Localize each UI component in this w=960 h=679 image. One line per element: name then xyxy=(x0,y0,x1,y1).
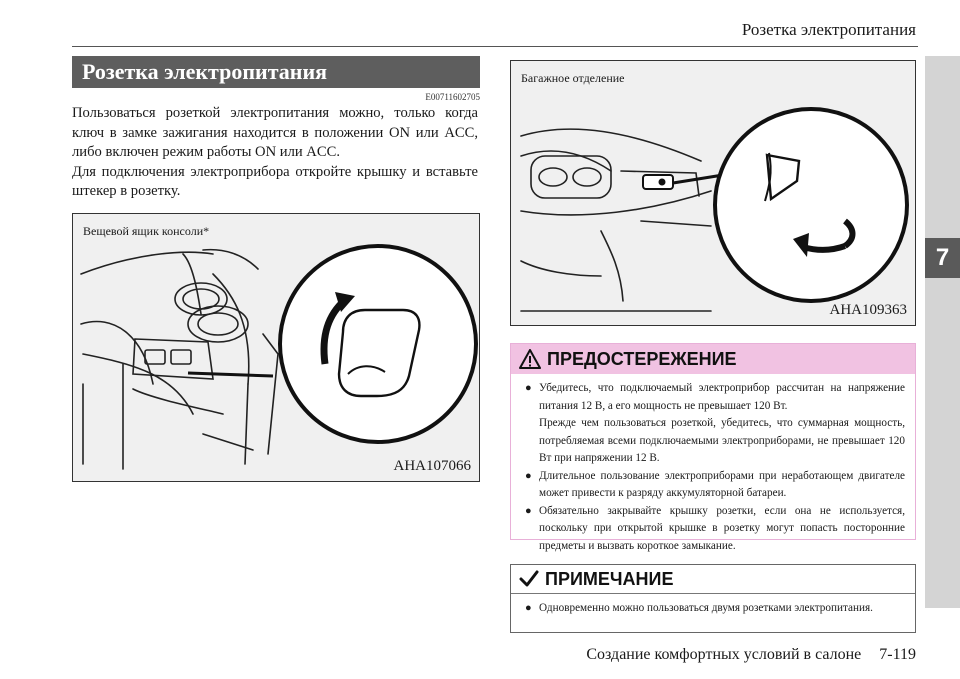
figure-caption: Багажное отделение xyxy=(521,71,625,85)
note-header xyxy=(511,565,915,594)
list-item xyxy=(525,380,905,468)
console-socket-illustration xyxy=(73,214,479,481)
note-list xyxy=(511,594,915,618)
caution-item-text: Длительное пользование электроприборами при неработающем двигателе может привести к разряду аккумуляторной батареи. xyxy=(539,469,905,499)
note-box xyxy=(510,564,916,633)
figure-id: AHA107066 xyxy=(393,458,471,474)
figure-caption: Вещевой ящик консоли* xyxy=(83,224,210,238)
figure-console-box xyxy=(72,213,480,482)
caution-title: ПРЕДОСТЕРЕЖЕНИЕ xyxy=(547,348,737,369)
figure-luggage-compartment xyxy=(510,60,916,326)
note-item-text: Одновременно можно пользоваться двумя розетками электропитания. xyxy=(539,602,873,614)
warning-triangle-icon xyxy=(519,349,541,369)
section-title: Розетка электропитания xyxy=(72,56,480,88)
bullet-icon: ● xyxy=(525,602,532,614)
footer-chapter-title: Создание комфортных условий в салоне xyxy=(586,646,862,663)
list-item xyxy=(525,468,905,503)
checkmark-icon xyxy=(519,570,539,588)
caution-item-subtext: Прежде чем пользоваться розеткой, убедитесь, что суммарная мощность, потребляемая всеми подключаемыми электроприборами, не превышает 120 Вт при напряжении 12 В. xyxy=(539,417,905,464)
header-rule xyxy=(72,46,918,47)
chapter-side-tab xyxy=(925,56,960,608)
caution-item-text: Убедитесь, что подключаемый электроприбор рассчитан на напряжение питания 12 В, а его мощность не превышает 120 Вт. xyxy=(539,382,905,412)
caution-item-text: Обязательно закрывайте крышку розетки, если она не используется, поскольку при открытой крышке в розетку могут попасть посторонние предметы и вызвать короткое замыкание. xyxy=(539,504,905,552)
section-code: E00711602705 xyxy=(425,92,480,102)
running-head-title: Розетка электропитания xyxy=(741,20,916,39)
section-body xyxy=(72,104,478,202)
luggage-socket-illustration xyxy=(511,61,915,325)
caution-list xyxy=(511,374,915,555)
list-item xyxy=(525,503,905,556)
body-paragraph: Для подключения электроприбора откройте крышку и вставьте штекер в розетку. xyxy=(72,163,478,199)
list-item xyxy=(525,600,905,618)
chapter-number-tab: 7 xyxy=(925,238,960,278)
page-number: 7-119 xyxy=(879,646,916,663)
note-title: ПРИМЕЧАНИЕ xyxy=(545,568,674,589)
page-footer xyxy=(586,646,916,664)
figure-id: AHA109363 xyxy=(829,302,907,318)
bullet-icon: ● xyxy=(525,469,532,482)
caution-header xyxy=(511,344,915,374)
bullet-icon: ● xyxy=(525,382,532,394)
caution-box xyxy=(510,343,916,552)
bullet-icon: ● xyxy=(525,504,532,517)
body-paragraph: Пользоваться розеткой электропитания можно, только когда ключ в замке зажигания находится в положении ON или ACC, либо включен режим работы ON или ACC. xyxy=(72,105,478,160)
